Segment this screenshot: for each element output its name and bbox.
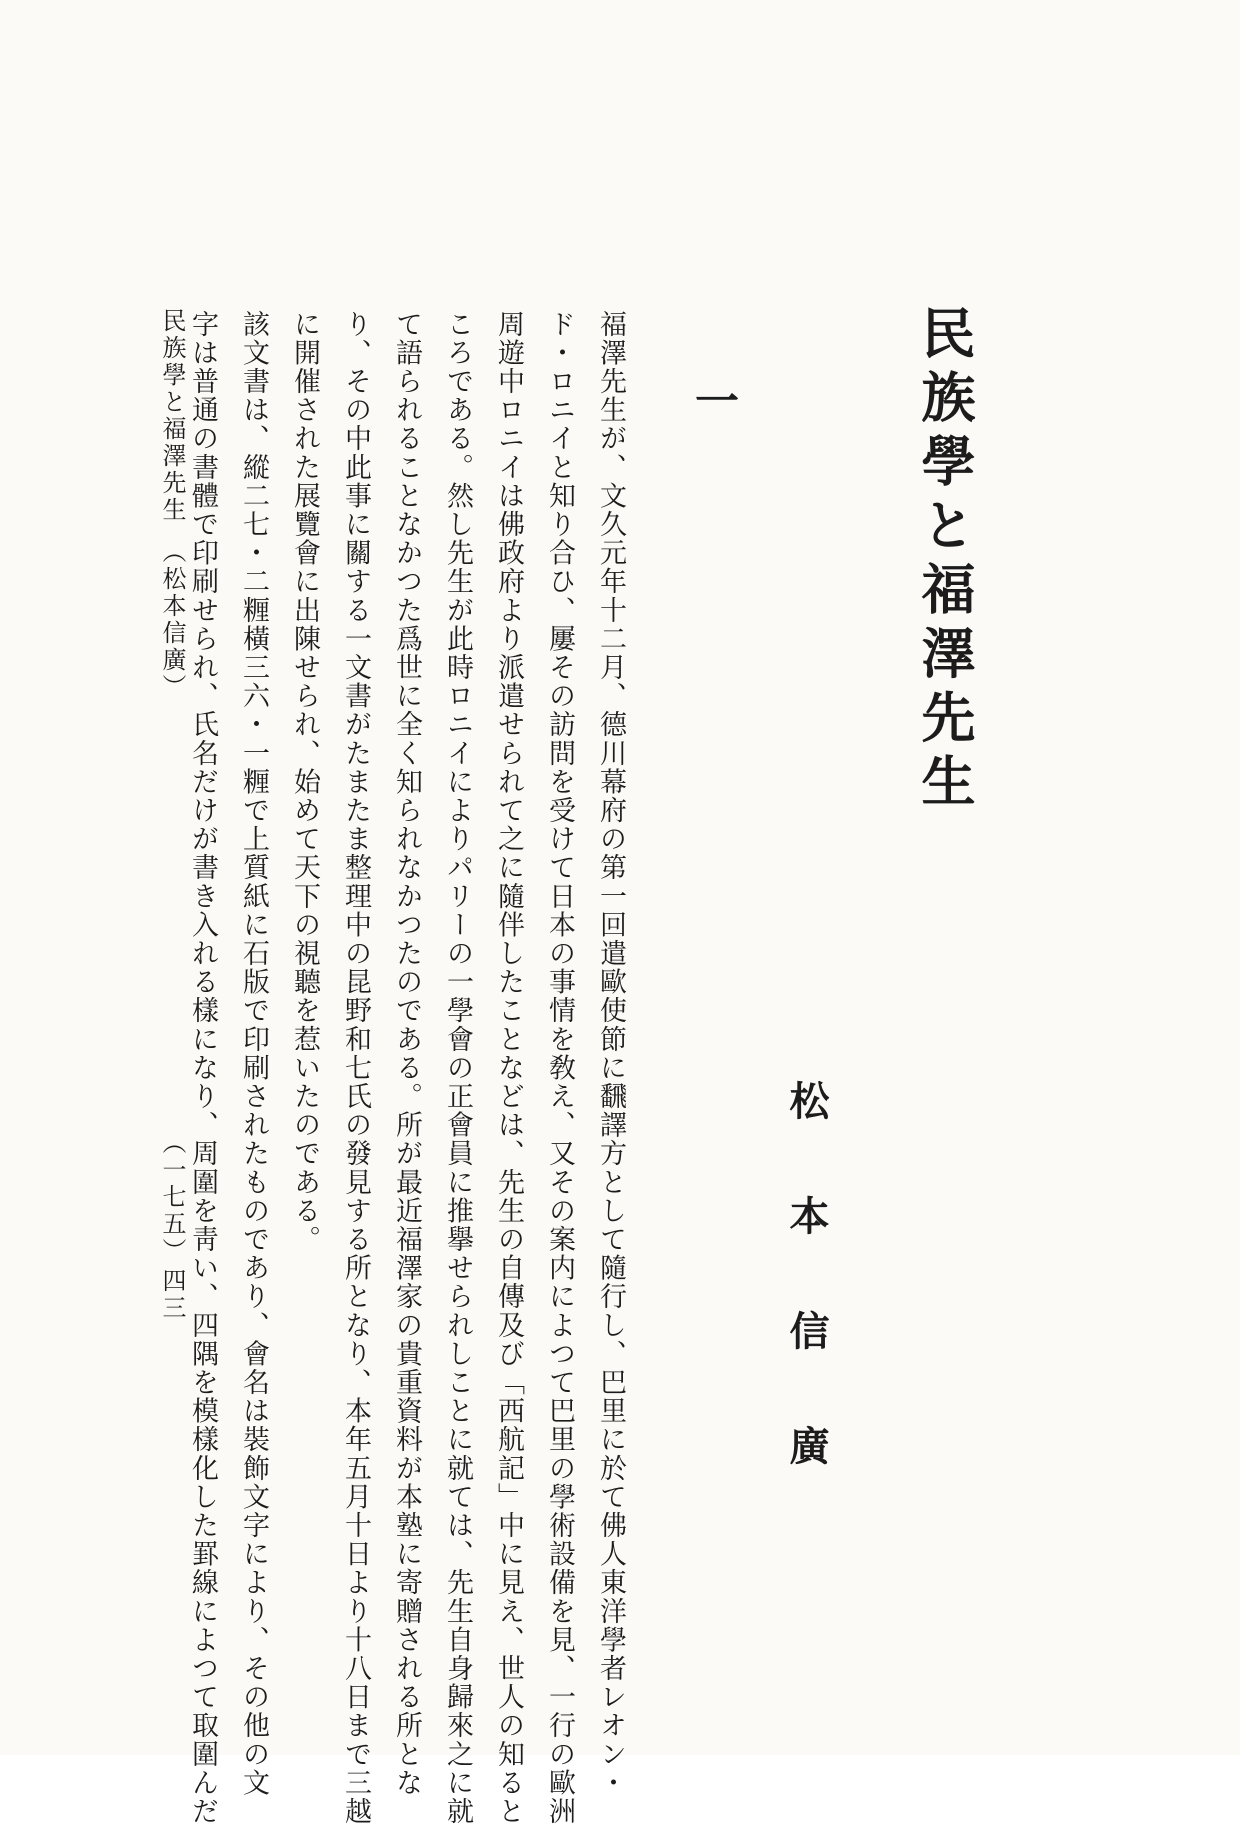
body-line: に開催された展覽會に出陳せられ、始めて天下の視聽を惹いたのである。 <box>289 310 320 1254</box>
body-line: 字は普通の書體で印刷せられ、氏名だけが書き入れる樣になり、周圍を靑い、四隅を模樣化した罫線によつて取圍んだ <box>187 310 218 1826</box>
body-line: 該文書は、縱二七・二糎橫三六・一糎で上質紙に石版で印刷されたものであり、會名は裝飾文字により、その他の文 <box>238 310 269 1798</box>
section-marker: 一 <box>687 378 738 422</box>
page-number: （一七五） <box>158 1130 186 1265</box>
article-title: 民族學と福澤先生 <box>913 305 977 817</box>
folio: 四三 <box>158 1268 186 1322</box>
body-line: り、その中此事に關する一文書がたまたま整理中の昆野和七氏の發見する所となり、本年五月十日より十八日まで三越 <box>340 310 371 1826</box>
running-head: 民族學と福澤先生 （松本信廣） <box>158 308 186 701</box>
body-line: ころである。然し先生が此時ロニイによりパリーの一學會の正會員に推擧せられしことに就ては、先生自身歸來之に就 <box>442 310 473 1826</box>
body-line: 周遊中ロニイは佛政府より派遣せられて之に隨伴したことなどは、先生の自傳及び「西航記」中に見え、世人の知ると <box>493 310 524 1826</box>
body-line: ド・ロニイと知り合ひ、屢その訪問を受けて日本の事情を敎え、又その案内によつて巴里の學術設備を見、一行の歐洲 <box>544 310 575 1826</box>
body-line: 福澤先生が、文久元年十二月、德川幕府の第一回遣歐使節に飜譯方として隨行し、巴里に於て佛人東洋學者レオン・ <box>595 310 626 1798</box>
body-line: て語られることなかつた爲世に全く知られなかつたのである。所が最近福澤家の貴重資料が本塾に寄贈される所とな <box>391 310 422 1798</box>
author-name: 松本信廣 <box>783 1080 830 1540</box>
body-text <box>187 310 636 1826</box>
